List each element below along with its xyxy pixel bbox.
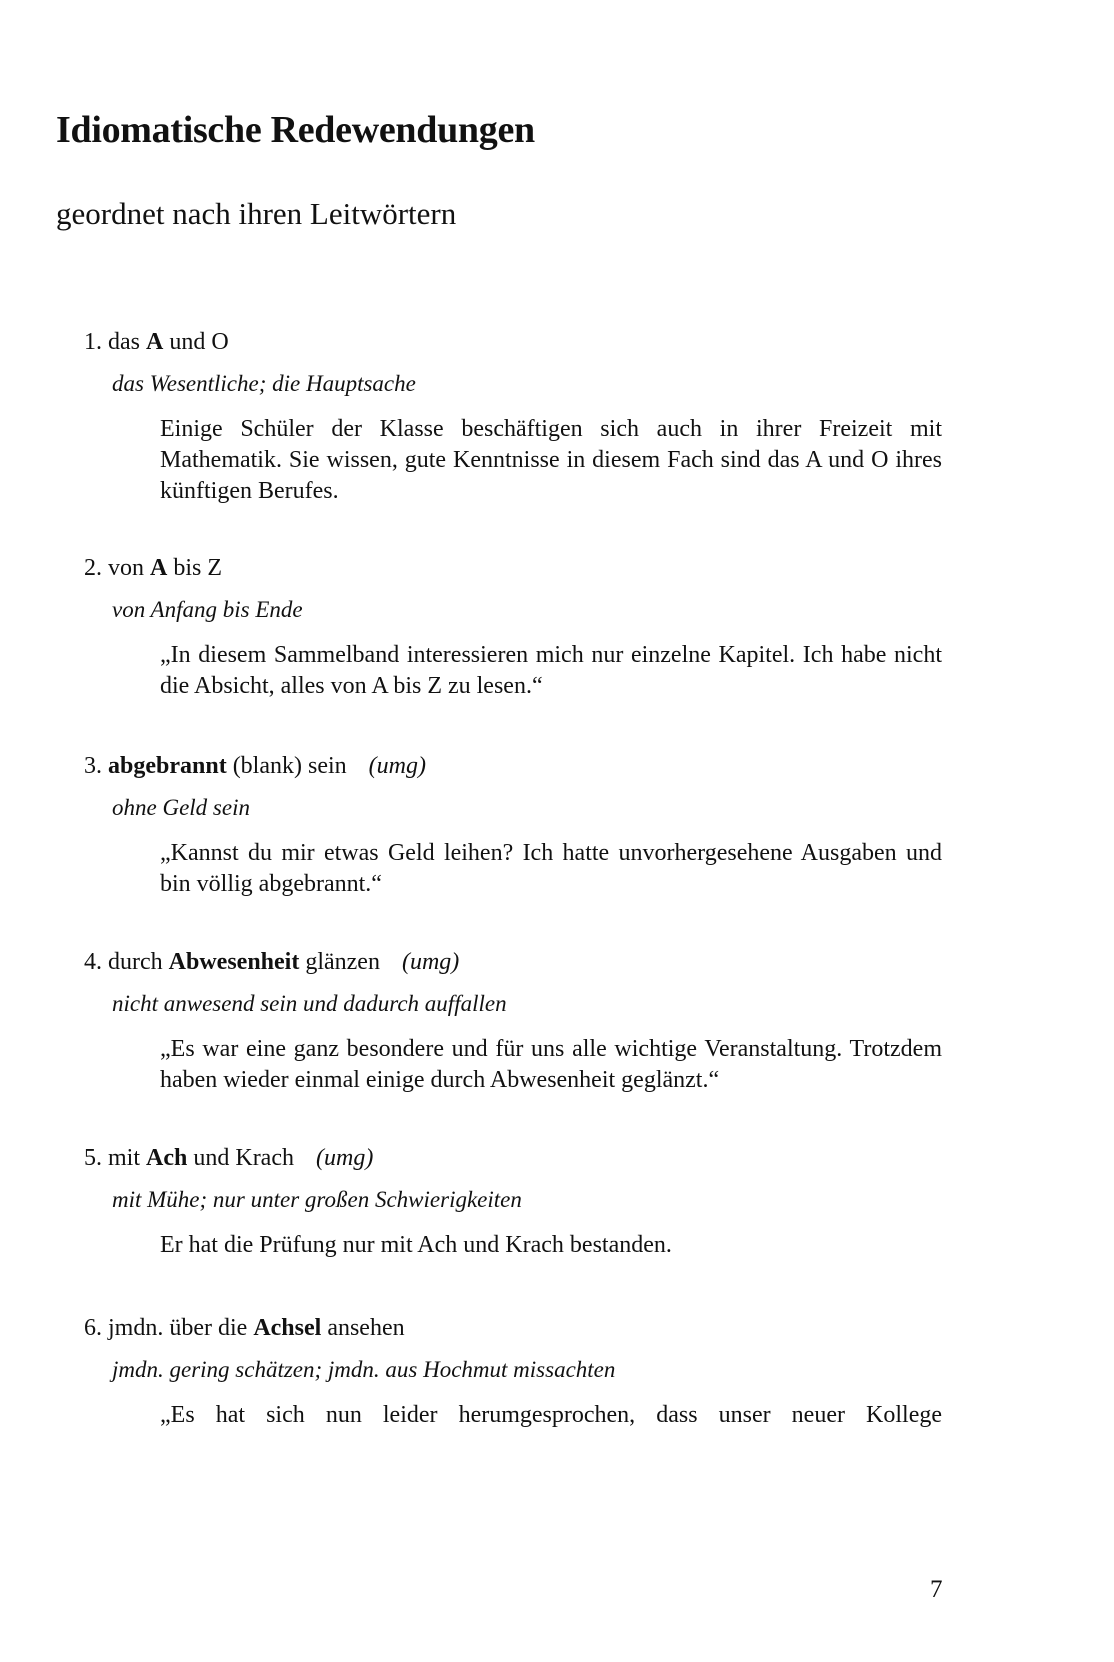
idiom-heading [84, 1314, 405, 1343]
idiom-keyword: Achsel [253, 1315, 322, 1341]
page-subtitle: geordnet nach ihren Leitwörtern [56, 196, 457, 231]
idiom-keyword: abgebrannt [108, 753, 227, 779]
idiom-meaning: nicht anwesend sein und dadurch auffallen [112, 991, 507, 1016]
idiom-heading [84, 948, 459, 977]
idiom-text-after: und Krach [187, 1145, 294, 1171]
entry-number: 2. [84, 555, 102, 581]
entry-number: 4. [84, 949, 102, 975]
idiom-example: Einige Schüler der Klasse beschäftigen sich auch in ihrer Freizeit mit Mathematik. Sie wissen, gute Kenntnisse in diesem Fach sind das A und O ihres künftigen Berufes. [160, 416, 942, 504]
idiom-example: „Es war eine ganz besondere und für uns alle wichtige Veranstaltung. Trotzdem haben wieder einmal einige durch Abwesenheit geglänzt.“ [160, 1036, 942, 1093]
idiom-heading [84, 328, 229, 357]
idiom-example: „Kannst du mir etwas Geld leihen? Ich hatte unvorhergesehene Ausgaben und bin völlig abgebrannt.“ [160, 840, 942, 897]
idiom-text-after: (blank) sein [226, 753, 347, 779]
idiom-example: Er hat die Prüfung nur mit Ach und Krach bestanden. [160, 1232, 672, 1258]
entry-number: 6. [84, 1315, 102, 1341]
idiom-text-after: bis Z [167, 555, 223, 581]
idiom-meaning: mit Mühe; nur unter großen Schwierigkeiten [112, 1187, 522, 1212]
idiom-example: „Es hat sich nun leider herumgesprochen, dass unser neuer Kollege [160, 1402, 942, 1428]
idiom-text-after: glänzen [299, 949, 380, 975]
idiom-heading [84, 554, 222, 583]
idiom-meaning: von Anfang bis Ende [112, 597, 303, 622]
idiom-text-before: mit [108, 1145, 147, 1171]
idiom-text-before: durch [108, 949, 169, 975]
entry-number: 1. [84, 329, 102, 355]
register-tag: (umg) [316, 1145, 374, 1171]
idiom-meaning: das Wesentliche; die Hauptsache [112, 371, 416, 396]
register-tag: (umg) [401, 949, 460, 975]
entry-number: 3. [84, 753, 102, 779]
idiom-meaning: jmdn. gering schätzen; jmdn. aus Hochmut missachten [112, 1357, 616, 1382]
idiom-text-after: ansehen [321, 1315, 405, 1341]
idiom-keyword: Ach [146, 1145, 188, 1171]
idiom-text-before: das [108, 329, 146, 355]
idiom-meaning: ohne Geld sein [112, 795, 250, 820]
idiom-text-before: von [108, 555, 150, 581]
idiom-example: „In diesem Sammelband interessieren mich nur einzelne Kapitel. Ich habe nicht die Absicht, alles von A bis Z zu lesen.“ [160, 642, 942, 699]
idiom-keyword: Abwesenheit [168, 949, 300, 975]
idiom-keyword: A [150, 555, 168, 581]
page-title: Idiomatische Redewendungen [56, 109, 535, 151]
register-tag: (umg) [368, 753, 426, 779]
idiom-keyword: A [146, 329, 164, 355]
entry-number: 5. [84, 1145, 102, 1171]
idiom-heading [84, 1144, 373, 1173]
idiom-heading [84, 752, 426, 781]
page-number: 7 [930, 1576, 943, 1603]
idiom-text-after: und O [163, 329, 229, 355]
idiom-text-before: jmdn. über die [108, 1315, 254, 1341]
